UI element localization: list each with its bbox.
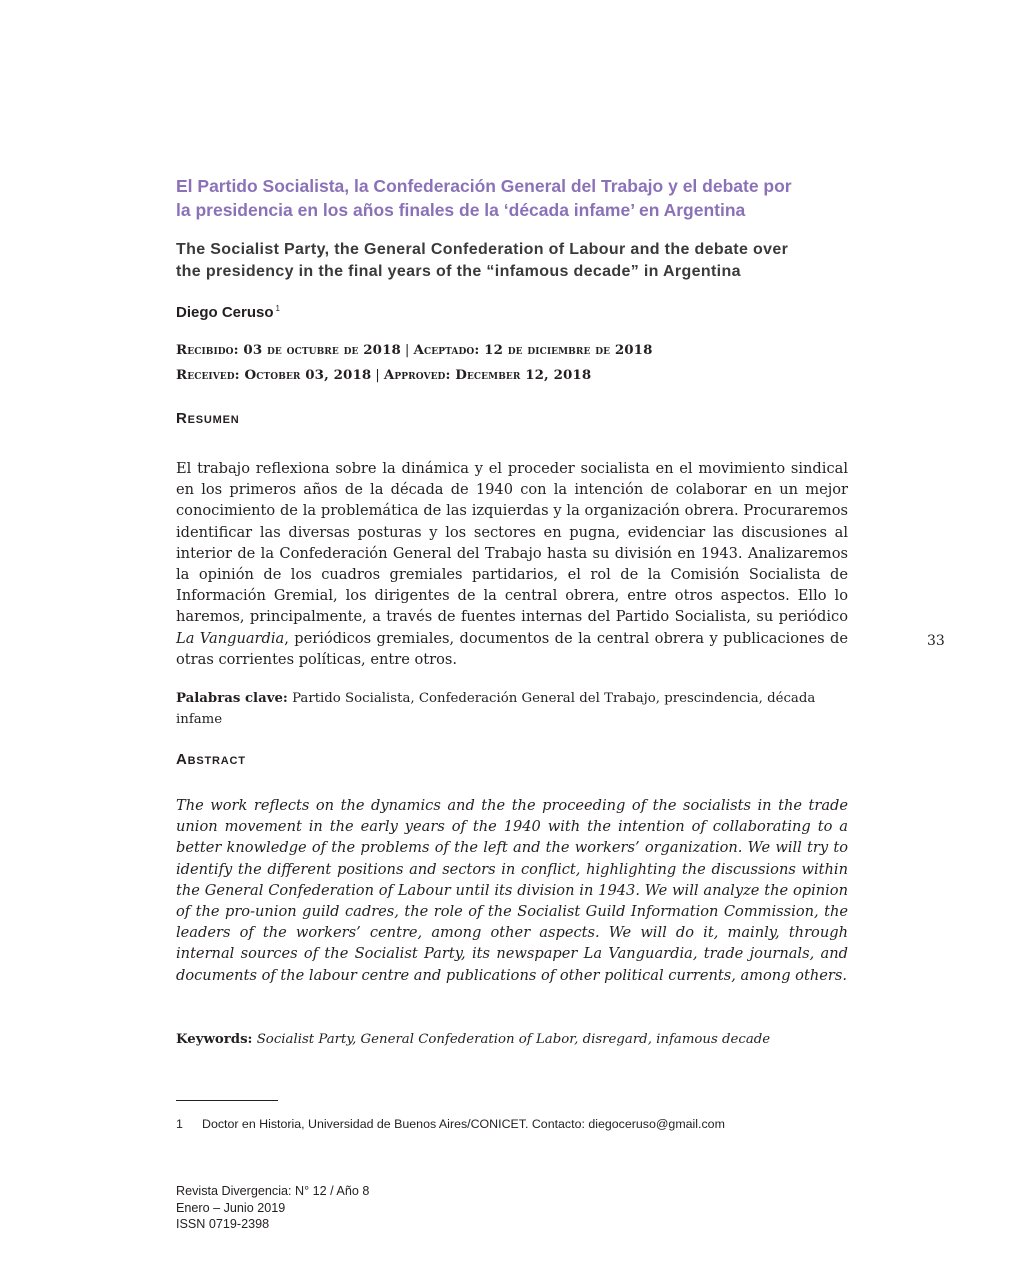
journal-info <box>176 1183 369 1233</box>
footnote-number: 1 <box>176 1117 183 1131</box>
title-en-line-1: The Socialist Party, the General Confederation of Labour and the debate over <box>176 241 789 258</box>
abstract-text: The work reflects on the dynamics and the the proceeding of the socialists in the trade union movement in the early years of the 1940 with the intention of collaborating to a better knowledge of the problems of the left and the workers’ organization. We will try to identify the different positions and sectors in conflict, highlighting the discussions within the General Confederation of Labour until its division in 1943. We will analyze the opinion of the pro-union guild cadres, the role of the Socialist Guild Information Commission, the leaders of the workers’ centre, among other aspects. We will do it, mainly, through internal sources of the Socialist Party, its newspaper La Vanguardia, trade journals, and documents of the labour centre and publications of other political currents, among others. <box>176 797 848 984</box>
title-en-line-2: the presidency in the final years of the “infamous decade” in Argentina <box>176 263 741 280</box>
received-date-es: Recibido: 03 de octubre de 2018 <box>176 342 401 358</box>
dates-english <box>176 367 591 383</box>
page-number: 33 <box>927 633 945 649</box>
date-separator-es: | <box>404 343 410 358</box>
journal-period: Enero – Junio 2019 <box>176 1200 286 1215</box>
footnote <box>176 1117 725 1131</box>
approved-date-en: Approved: December 12, 2018 <box>383 367 592 383</box>
footnote-divider <box>176 1100 278 1101</box>
author <box>176 304 280 321</box>
keywords-label: Keywords: <box>176 1032 253 1047</box>
footnote-text: Doctor en Historia, Universidad de Buenos Aires/CONICET. Contacto: diegoceruso@gmail.com <box>202 1117 725 1131</box>
resumen-text-part-1: El trabajo reflexiona sobre la dinámica y el proceder socialista en el movimiento sindical en los primeros años de la década de 1940 con la intención de colaborar en un mejor conocimiento de la problemática de las izquierdas y la organización obrera. Procuraremos identificar las diversas posturas y los sectores en pugna, evidenciar las discusiones al interior de la Confederación General del Trabajo hasta su división en 1943. Analizaremos la opinión de los cuadros gremiales partidarios, el rol de la Comisión Socialista de Información Gremial, los dirigentes de la central obrera, entre otros aspectos. Ello lo haremos, principalmente, a través de fuentes internas del Partido Socialista, su periódico <box>176 460 848 626</box>
title-es-line-1: El Partido Socialista, la Confederación General del Trabajo y el debate por <box>176 176 792 196</box>
palabras-clave-value: Partido Socialista, Confederación General del Trabajo, prescindencia, década infame <box>176 691 816 727</box>
keywords <box>176 1029 848 1050</box>
dates-spanish <box>176 342 653 358</box>
accepted-date-es: Aceptado: 12 de diciembre de 2018 <box>413 342 653 358</box>
author-footnote-mark[interactable]: 1 <box>275 304 280 313</box>
author-name: Diego Ceruso <box>176 304 274 321</box>
resumen-heading: Resumen <box>176 410 240 427</box>
keywords-value: Socialist Party, General Confederation of Labor, disregard, infamous decade <box>256 1032 771 1047</box>
abstract-heading: Abstract <box>176 751 246 768</box>
date-separator-en: | <box>375 368 380 383</box>
article-title-spanish <box>176 174 856 222</box>
journal-issn: ISSN 0719-2398 <box>176 1217 270 1231</box>
article-title-english <box>176 239 856 283</box>
palabras-clave-label: Palabras clave: <box>176 691 288 706</box>
received-date-en: Received: October 03, 2018 <box>176 367 372 383</box>
resumen-text-part-2: , periódicos gremiales, documentos de la central obrera y publicaciones de otras corrientes políticas, entre otros. <box>176 629 848 668</box>
resumen-newspaper-name: La Vanguardia <box>176 629 285 647</box>
title-es-line-2: la presidencia en los años finales de la ‘década infame’ en Argentina <box>176 200 746 220</box>
resumen-text <box>176 458 848 670</box>
journal-name: Revista Divergencia: N° 12 / Año 8 <box>176 1184 370 1198</box>
palabras-clave <box>176 688 848 730</box>
